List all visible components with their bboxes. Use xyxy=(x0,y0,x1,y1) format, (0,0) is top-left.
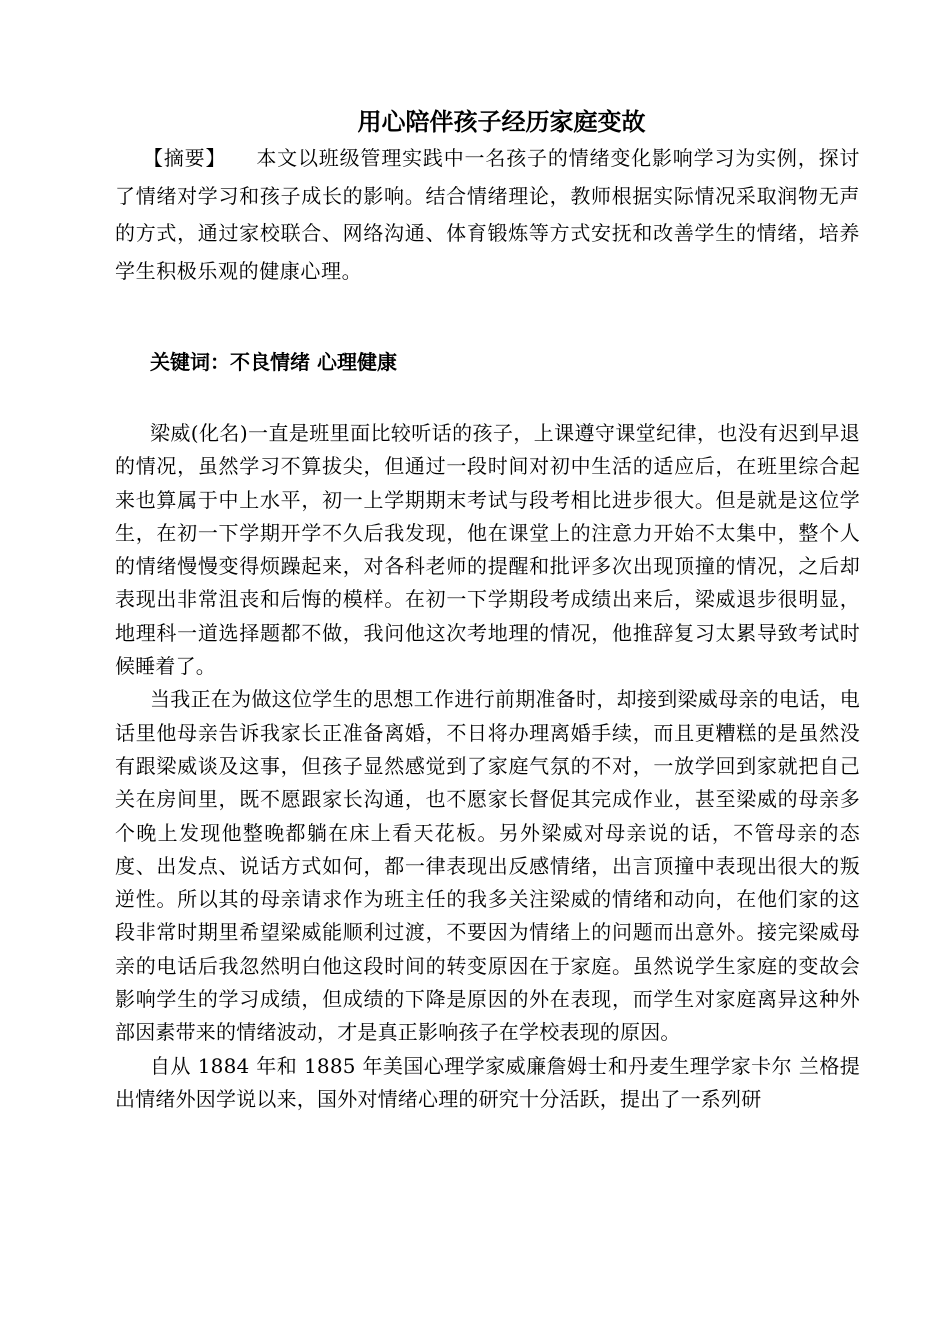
body-paragraph-3: 自从 1884 年和 1885 年美国心理学家威廉詹姆士和丹麦生理学家卡尔 兰格提出情绪外因学说以来，国外对情绪心理的研究十分活跃，提出了一系列研 xyxy=(115,1053,860,1111)
body-paragraph-1: 梁威(化名)一直是班里面比较听话的孩子，上课遵守课堂纪律，也没有迟到早退的情况，虽然学习不算拔尖，但通过一段时间对初中生活的适应后，在班里综合起来也算属于中上水平，初一上学期期末考试与段考相比进步很大。但是就是这位学生，在初一下学期开学不久后我发现，他在课堂上的注意力开始不太集中，整个人的情绪慢慢变得烦躁起来，对各科老师的提醒和批评多次出现顶撞的情况，之后却表现出非常沮丧和后悔的模样。在初一下学期段考成绩出来后，梁威退步很明显，地理科一道选择题都不做，我问他这次考地理的情况，他推辞复习太累导致考试时候睡着了。 xyxy=(115,421,860,679)
document-page xyxy=(115,104,860,1116)
abstract-text: 本文以班级管理实践中一名孩子的情绪变化影响学习为实例，探讨了情绪对学习和孩子成长的影响。结合情绪理论，教师根据实际情况采取润物无声的方式，通过家校联合、网络沟通、体育锻炼等方式安抚和改善学生的情绪，培养学生积极乐观的健康心理。 xyxy=(115,146,861,283)
body-paragraph-2: 当我正在为做这位学生的思想工作进行前期准备时，却接到梁威母亲的电话，电话里他母亲告诉我家长正准备离婚，不日将办理离婚手续，而且更糟糕的是虽然没有跟梁威谈及这事，但孩子显然感觉到了家庭气氛的不对，一放学回到家就把自己关在房间里，既不愿跟家长沟通，也不愿家长督促其完成作业，甚至梁威的母亲多个晚上发现他整晚都躺在床上看天花板。另外梁威对母亲说的话，不管母亲的态度、出发点、说话方式如何，都一律表现出反感情绪，出言顶撞中表现出很大的叛逆性。所以其的母亲请求作为班主任的我多关注梁威的情绪和动向，在他们家的这段非常时期里希望梁威能顺利过渡，不要因为情绪上的问题而出意外。接完梁威母亲的电话后我忽然明白他这段时间的转变原因在于家庭。虽然说学生家庭的变故会影响学生的学习成绩，但成绩的下降是原因的外在表现，而学生对家庭离异这种外部因素带来的情绪波动，才是真正影响孩子在学校表现的原因。 xyxy=(115,687,860,1045)
body-text xyxy=(115,417,860,1116)
keywords: 关键词：不良情绪 心理健康 xyxy=(150,350,397,374)
document-title: 用心陪伴孩子经历家庭变故 xyxy=(357,108,646,136)
abstract-label: 【摘要】 xyxy=(143,146,227,170)
abstract xyxy=(115,140,860,290)
